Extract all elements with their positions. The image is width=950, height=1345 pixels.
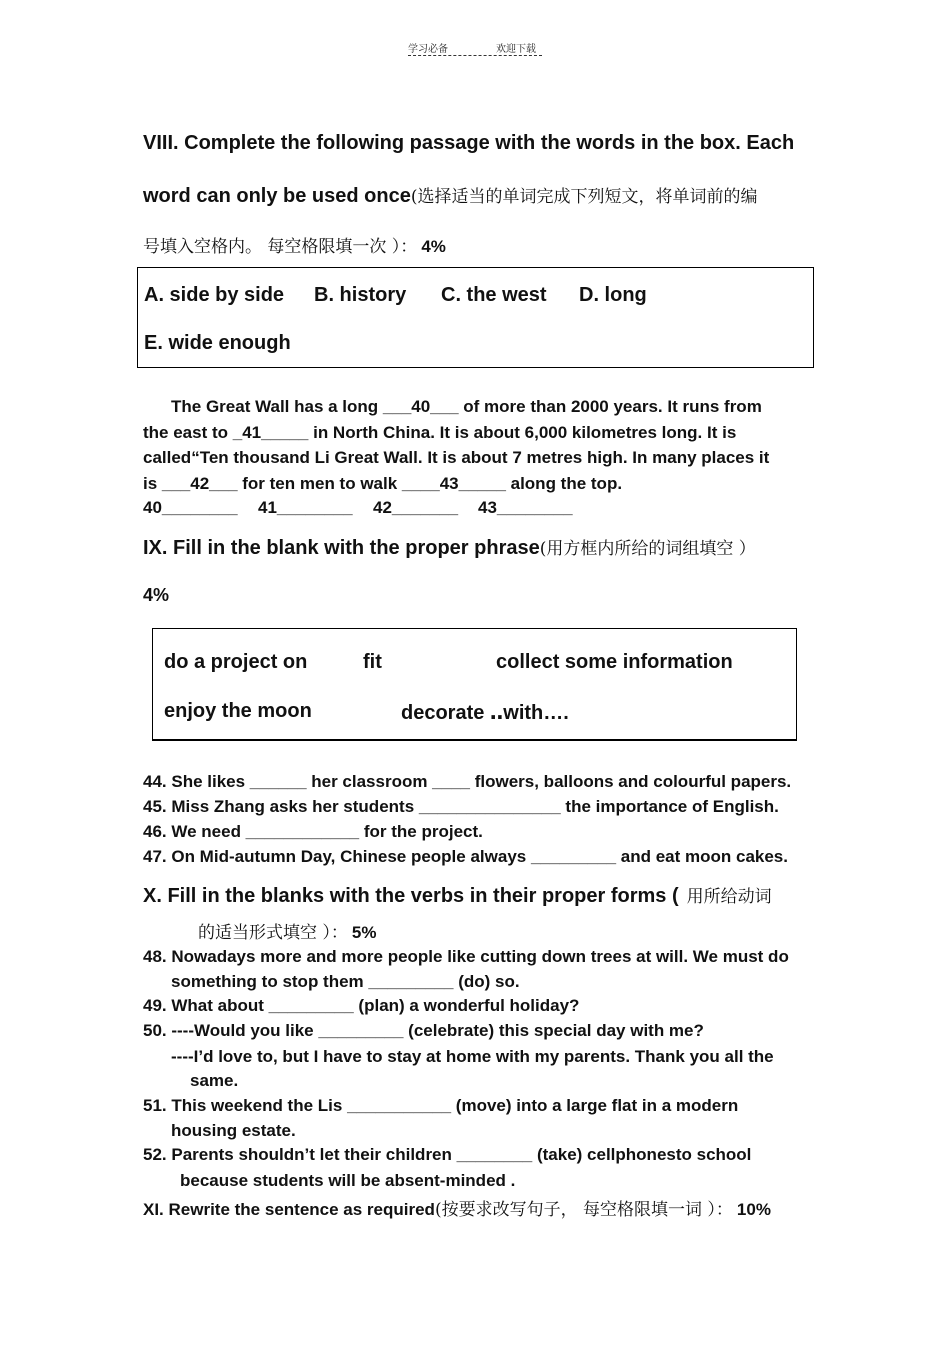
- section9-title: [143, 534, 756, 560]
- section10-title-en: X. Fill in the blanks with the verbs in their proper forms (: [143, 885, 679, 907]
- passage-line-3: called“Ten thousand Li Great Wall. It is about 7 metres high. In many places it: [143, 448, 770, 467]
- section10-score: 5%: [351, 923, 377, 942]
- answer-42[interactable]: 42_______: [373, 498, 459, 517]
- question-51-line2: housing estate.: [171, 1121, 296, 1140]
- question-50-line1: 50. ----Would you like _________ (celebrate) this special day with me?: [143, 1021, 704, 1040]
- section10-title-cn: 用所给动词: [686, 887, 772, 907]
- answer-43[interactable]: 43________: [478, 498, 573, 517]
- section8-title-line3-cn: 号填入空格内。 每空格限填一次 ）：: [143, 237, 418, 257]
- section8-score: 4%: [421, 237, 446, 256]
- phrase-decorate-with: decorate ‥with….: [401, 702, 569, 724]
- question-46: 46. We need ____________ for the project.: [143, 822, 483, 841]
- question-49: 49. What about _________ (plan) a wonderful holiday?: [143, 996, 580, 1015]
- section9-score: 4%: [143, 585, 170, 605]
- section11-score: 10%: [736, 1200, 771, 1219]
- section11-title-cn: (按要求改写句子， 每空格限填一词 ）：: [434, 1200, 733, 1220]
- word-option-e: E. wide enough: [144, 332, 291, 354]
- section8-title-line2: [143, 182, 757, 208]
- section11-title: [143, 1195, 771, 1220]
- question-50-line2: ----I’d love to, but I have to stay at home with my parents. Thank you all the: [171, 1047, 774, 1066]
- section9-title-en: IX. Fill in the blank with the proper phrase: [143, 537, 540, 559]
- question-48-line2: something to stop them _________ (do) so.: [171, 972, 520, 991]
- question-52-line2: because students will be absent-minded .: [180, 1171, 516, 1190]
- section8-word-box: [137, 267, 814, 368]
- header-right: 欢迎下载: [496, 44, 536, 55]
- phrase-collect-some-information: collect some information: [496, 651, 733, 673]
- word-option-a: A. side by side: [144, 284, 285, 306]
- answer-40[interactable]: 40________: [143, 498, 238, 517]
- question-45: 45. Miss Zhang asks her students _______________ the importance of English.: [143, 797, 779, 816]
- header-left: 学习必备: [408, 44, 448, 55]
- section10-title-line2-cn: 的适当形式填空 ）：: [198, 923, 348, 943]
- phrase-do-a-project-on: do a project on: [164, 651, 308, 673]
- question-50-line3: same.: [190, 1071, 239, 1090]
- answer-41[interactable]: 41________: [258, 498, 353, 517]
- question-47: 47. On Mid-autumn Day, Chinese people always _________ and eat moon cakes.: [143, 847, 788, 866]
- passage-line-2: the east to _41_____ in North China. It is about 6,000 kilometres long. It is: [143, 423, 737, 442]
- question-44: 44. She likes ______ her classroom ____ flowers, balloons and colourful papers.: [143, 772, 792, 791]
- question-48-line1: 48. Nowadays more and more people like cutting down trees at will. We must do: [143, 947, 789, 966]
- section8-title-line1: VIII. Complete the following passage with the words in the box. Each: [143, 132, 795, 154]
- header-rule: [408, 55, 542, 56]
- section9-title-cn: (用方框内所给的词组填空 ）: [539, 539, 756, 559]
- section11-title-en: XI. Rewrite the sentence as required: [143, 1200, 435, 1219]
- passage-line-1: The Great Wall has a long ___40___ of more than 2000 years. It runs from: [171, 397, 762, 416]
- question-51-line1: 51. This weekend the Lis ___________ (move) into a large flat in a modern: [143, 1096, 739, 1115]
- passage-line-4: is ___42___ for ten men to walk ____43_____ along the top.: [143, 474, 623, 493]
- section10-title: [143, 882, 772, 908]
- word-option-d: D. long: [579, 284, 647, 306]
- section9-phrase-box: [152, 628, 797, 741]
- phrase-fit: fit: [363, 651, 382, 673]
- word-option-b: B. history: [314, 284, 407, 306]
- question-52-line1: 52. Parents shouldn’t let their children ________ (take) cellphonesto school: [143, 1145, 752, 1164]
- section8-title-line2-cn: (选择适当的单词完成下列短文，将单词前的编: [410, 187, 758, 207]
- section8-title-line3: [143, 232, 446, 257]
- section8-title-line2-en: word can only be used once: [143, 185, 411, 207]
- section10-title-line2: [198, 918, 376, 943]
- phrase-enjoy-the-moon: enjoy the moon: [164, 700, 312, 722]
- word-option-c: C. the west: [441, 284, 547, 306]
